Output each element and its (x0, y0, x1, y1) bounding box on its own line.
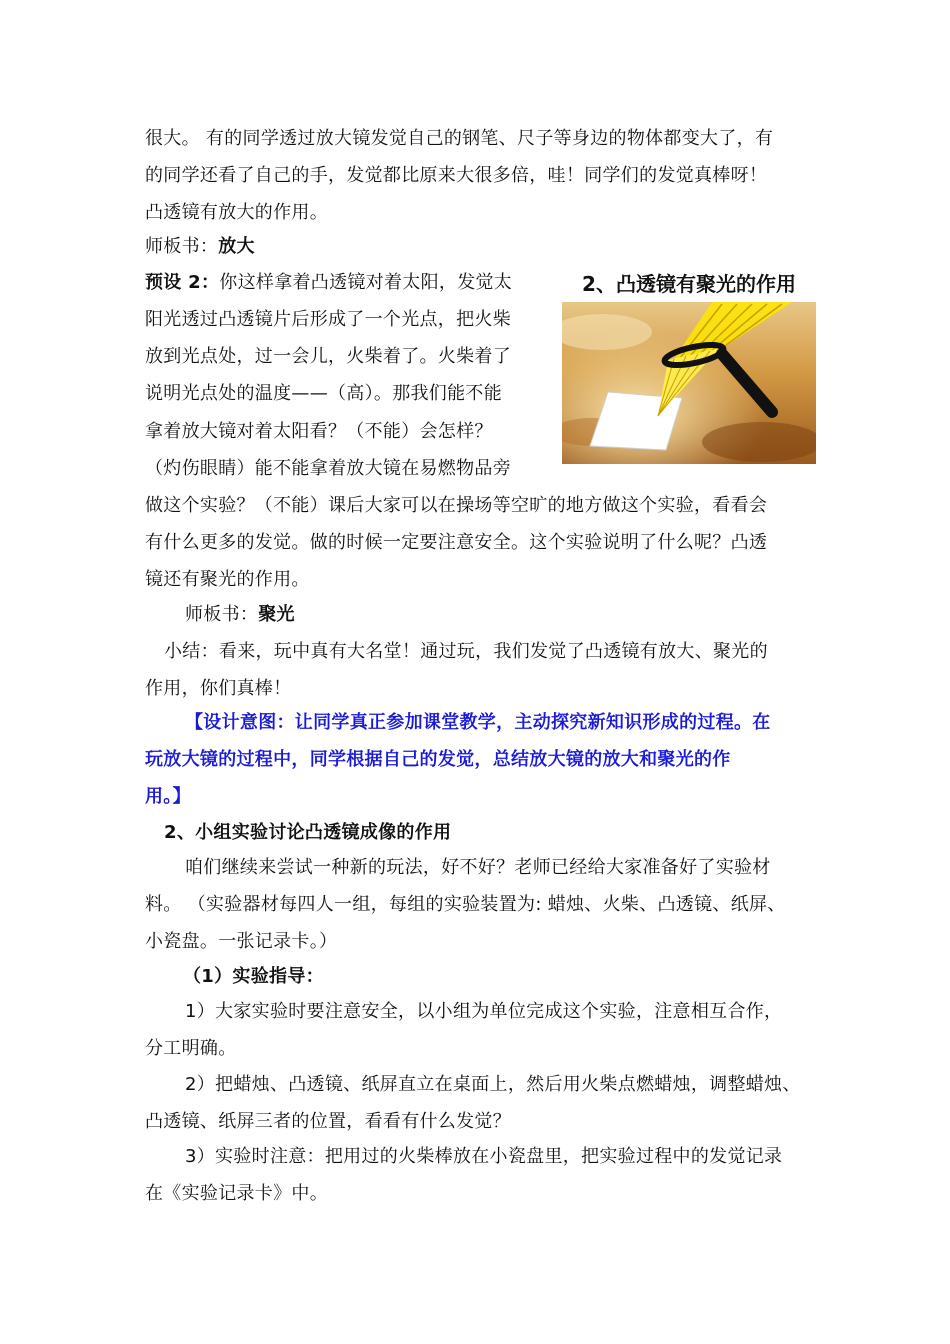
intro-line1: 咱们继续来尝试一种新的玩法，好不好？老师已经给大家准备好了实验材 (185, 857, 771, 878)
preset2-line4: 说明光点处的温度——（高）。那我们能不能 (145, 383, 502, 404)
preset2-line6: （灼伤眼睛）能不能拿着放大镜在易燃物品旁 (145, 458, 511, 479)
step3-line1: 3）实验时注意：把用过的火柴棒放在小瓷盘里，把实验过程中的发觉记录 (185, 1146, 783, 1167)
preset2-line2: 阳光透过凸透镜片后形成了一个光点，把火柴 (145, 309, 511, 330)
board-prefix: 师板书： (185, 604, 259, 625)
step1-line1: 1）大家实验时要注意安全，以小组为单位完成这个实验，注意相互合作， (185, 1001, 783, 1022)
figure-title: 2、凸透镜有聚光的作用 (562, 262, 816, 302)
guide-heading: （1）实验指导： (183, 966, 324, 987)
preset2-line9: 镜还有聚光的作用。 (145, 569, 310, 590)
step3-line2: 在《实验记录卡》中。 (145, 1183, 328, 1204)
summary-line2: 作用，你们真棒！ (145, 678, 292, 699)
preset2-line8: 有什么更多的发觉。做的时候一定要注意安全。这个实验说明了什么呢？凸透 (145, 532, 768, 553)
preset2-line7: 做这个实验？（不能）课后大家可以在操场等空旷的地方做这个实验，看看会 (145, 495, 768, 516)
preset2-label: 预设 2： (145, 272, 220, 293)
step2-line2: 凸透镜、纸屏三者的位置，看看有什么发觉？ (145, 1111, 511, 1132)
para1-line3: 凸透镜有放大的作用。 (145, 202, 328, 223)
design-intent-line1: 【设计意图：让同学真正参加课堂教学，主动探究新知识形成的过程。在 (185, 712, 771, 733)
design-intent-line2: 玩放大镜的过程中，同学根据自己的发觉，总结放大镜的放大和聚光的作 (145, 749, 731, 770)
section-heading: 2、小组实验讨论凸透镜成像的作用 (164, 822, 452, 843)
board-note-1 (145, 235, 255, 259)
para1-line1: 很大。 有的同学透过放大镜发觉自己的钢笔、尺子等身边的物体都变大了，有 (145, 128, 774, 149)
summary-line1: 小结：看来，玩中真有大名堂！通过玩，我们发觉了凸透镜有放大、聚光的 (164, 641, 768, 662)
magnifier-sunlight-figure (562, 262, 816, 464)
board-prefix: 师板书： (145, 236, 219, 257)
step2-line1: 2）把蜡烛、凸透镜、纸屏直立在桌面上，然后用火柴点燃蜡烛，调整蜡烛、 (185, 1074, 801, 1095)
para1-line2: 的同学还看了自己的手，发觉都比原来大很多倍，哇！同学们的发觉真棒呀！ (145, 165, 768, 186)
step1-line2: 分工明确。 (145, 1038, 237, 1059)
preset2-line5: 拿着放大镜对着太阳看？（不能）会怎样？ (145, 421, 493, 442)
board-word: 放大 (218, 236, 255, 257)
intro-line3: 小瓷盘。一张记录卡。） (145, 931, 338, 952)
preset2-text: 你这样拿着凸透镜对着太阳，发觉太 (219, 272, 513, 293)
board-word: 聚光 (258, 604, 295, 625)
intro-line2: 料。 （实验器材每四人一组，每组的实验装置为: 蜡烛、火柴、凸透镜、纸屏、 (145, 894, 786, 915)
design-intent-line3: 用。】 (145, 786, 191, 807)
preset2-line3: 放到光点处，过一会儿，火柴着了。火柴着了 (145, 346, 511, 367)
board-note-2 (185, 603, 295, 627)
preset2-line1 (145, 271, 512, 295)
